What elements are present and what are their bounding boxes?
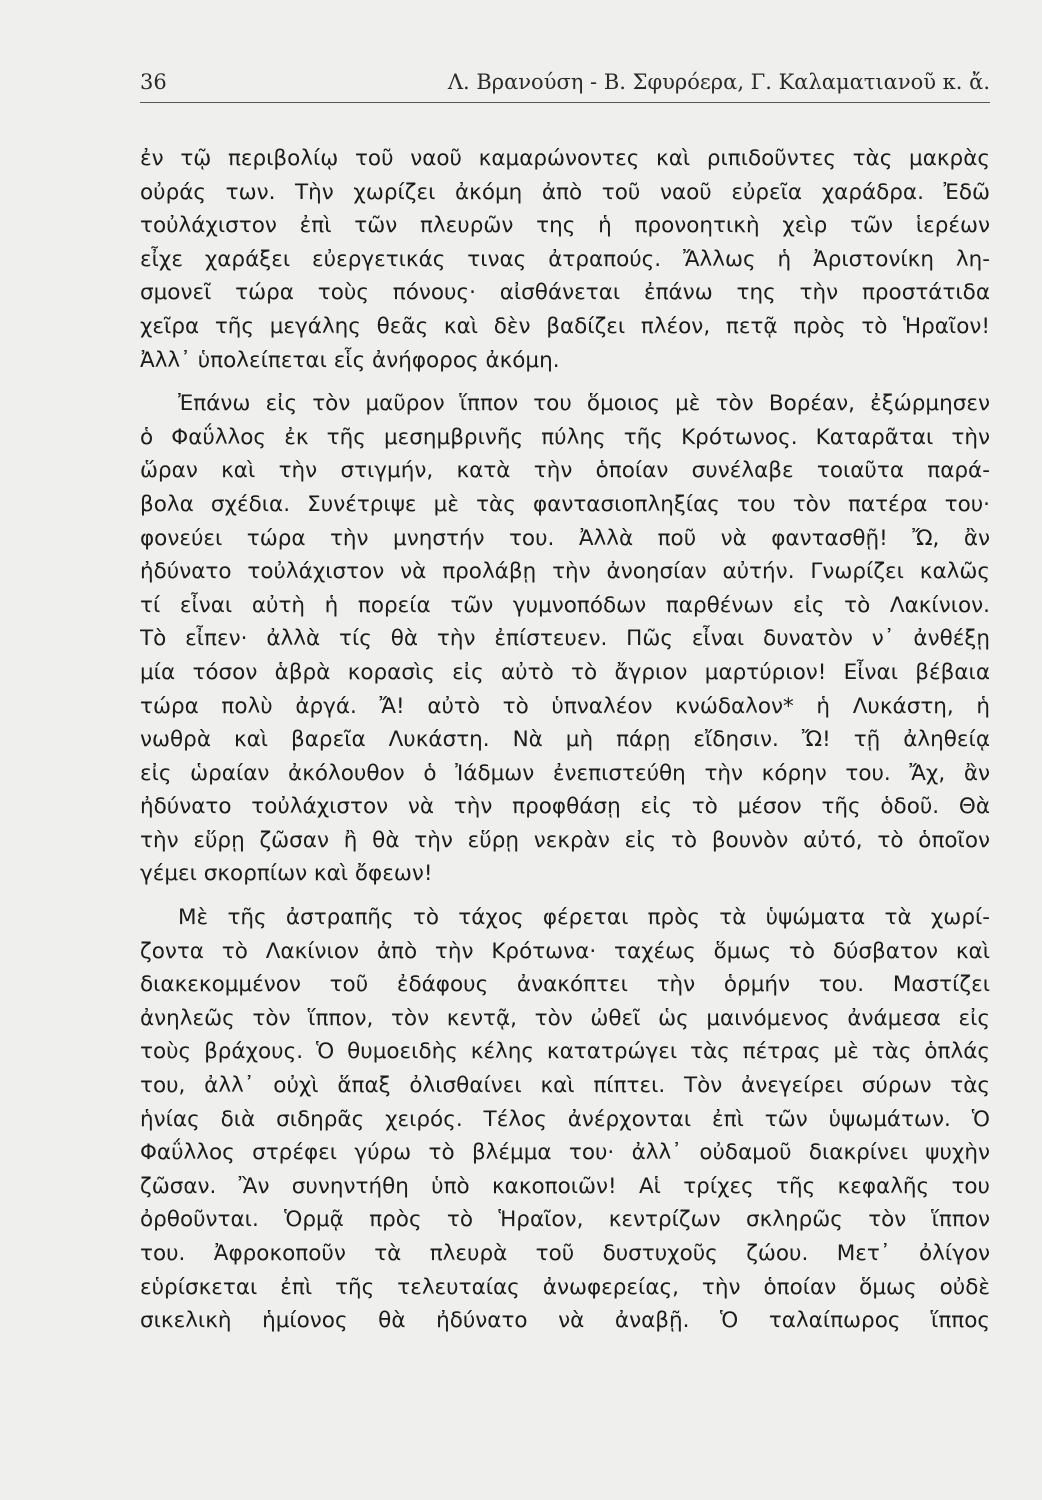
text-line: εὑρίσκεται ἐπὶ τῆς τελευταίας ἀνωφερείας, τὴν ὁποίαν ὅμως οὐδὲ	[140, 1274, 990, 1300]
text-line: Ἀλλ᾽ ὑπολείπεται εἷς ἀνήφορος ἀκόμη.	[140, 347, 560, 373]
text-line: διακεκομμένον τοῦ ἐδάφους ἀνακόπτει τὴν ὁρμήν του. Μαστίζει	[140, 972, 990, 998]
body-text	[140, 142, 990, 1338]
running-header	[140, 70, 990, 100]
paragraph-1	[140, 142, 990, 377]
text-line: εἰς ὡραίαν ἀκόλουθον ὁ Ἰάδμων ἐνεπιστεύθη τὴν κόρην του. Ἄχ, ἂν	[140, 760, 990, 786]
text-line: εἶχε χαράξει εὐεργετικάς τινας ἀτραπούς. Ἄλλως ἡ Ἀριστονίκη λη-	[140, 246, 990, 272]
text-line: σικελικὴ ἡμίονος θὰ ἠδύνατο νὰ ἀναβῇ. Ὁ ταλαίπωρος ἵππος	[140, 1308, 990, 1334]
text-line: τὴν εὕρῃ ζῶσαν ἢ θὰ τὴν εὕρῃ νεκρὰν εἰς τὸ βουνὸν αὐτό, τὸ ὁποῖον	[140, 827, 990, 853]
text-line: Ἐπάνω εἰς τὸν μαῦρον ἵππον του ὅμοιος μὲ τὸν Βορέαν, ἐξώρμησεν	[178, 391, 990, 417]
text-line: τώρα πολὺ ἀργά. Ἄ! αὐτὸ τὸ ὑπναλέον κνώδαλον* ἡ Λυκάστη, ἡ	[140, 693, 990, 719]
text-line: του, ἀλλ᾽ οὐχὶ ἅπαξ ὀλισθαίνει καὶ πίπτει. Τὸν ἀνεγείρει σύρων τὰς	[140, 1073, 990, 1099]
text-line: ἐν τῷ περιβολίῳ τοῦ ναοῦ καμαρώνοντες καὶ ριπιδοῦντες τὰς μακρὰς	[140, 146, 990, 171]
text-line: ἠδύνατο τοὐλάχιστον νὰ προλάβῃ τὴν ἀνοησίαν αὐτήν. Γνωρίζει καλῶς	[140, 559, 990, 585]
text-line: οὐράς των. Τὴν χωρίζει ἀκόμη ἀπὸ τοῦ ναοῦ εὐρεῖα χαράδρα. Ἐδῶ	[140, 179, 990, 205]
text-line: τί εἶναι αὐτὴ ἡ πορεία τῶν γυμνοπόδων παρθένων εἰς τὸ Λακίνιον.	[140, 592, 990, 618]
text-line: ὁ Φαΰλλος ἐκ τῆς μεσημβρινῆς πύλης τῆς Κρότωνος. Καταρᾶται τὴν	[140, 424, 990, 450]
text-line: ὀρθοῦνται. Ὁρμᾷ πρὸς τὸ Ἡραῖον, κεντρίζων σκληρῶς τὸν ἵππον	[140, 1207, 990, 1233]
header-rule	[140, 102, 990, 103]
text-line: βολα σχέδια. Συνέτριψε μὲ τὰς φαντασιοπληξίας του τὸν πατέρα του·	[140, 491, 990, 517]
text-line: Φαΰλλος στρέφει γύρω τὸ βλέμμα του· ἀλλ᾽ οὐδαμοῦ διακρίνει ψυχὴν	[140, 1140, 990, 1166]
text-line: χεῖρα τῆς μεγάλης θεᾶς καὶ δὲν βαδίζει πλέον, πετᾷ πρὸς τὸ Ἡραῖον!	[140, 313, 990, 339]
text-line: ἀνηλεῶς τὸν ἵππον, τὸν κεντᾷ, τὸν ὠθεῖ ὡς μαινόμενος ἀνάμεσα εἰς	[140, 1005, 990, 1031]
text-line: ἠδύνατο τοὐλάχιστον νὰ τὴν προφθάσῃ εἰς τὸ μέσον τῆς ὁδοῦ. Θὰ	[140, 794, 990, 820]
text-line: τοὺς βράχους. Ὁ θυμοειδὴς κέλης κατατρώγει τὰς πέτρας μὲ τὰς ὁπλάς	[140, 1039, 990, 1065]
text-line: γέμει σκορπίων καὶ ὄφεων!	[140, 861, 433, 887]
paragraph-2	[140, 387, 990, 891]
text-line: τοὐλάχιστον ἐπὶ τῶν πλευρῶν της ἡ προνοητικὴ χεὶρ τῶν ἱερέων	[140, 213, 990, 239]
text-line: ἡνίας διὰ σιδηρᾶς χειρός. Τέλος ἀνέρχονται ἐπὶ τῶν ὑψωμάτων. Ὁ	[140, 1106, 990, 1132]
text-line: ζῶσαν. Ἂν συνηντήθη ὑπὸ κακοποιῶν! Αἱ τρίχες τῆς κεφαλῆς του	[140, 1173, 990, 1199]
running-title: Λ. Βρανούση - Β. Σφυρόερα, Γ. Καλαματιανοῦ κ. ἄ.	[447, 70, 990, 94]
text-line: ζοντα τὸ Λακίνιον ἀπὸ τὴν Κρότωνα· ταχέως ὅμως τὸ δύσβατον καὶ	[140, 938, 990, 964]
text-line: φονεύει τώρα τὴν μνηστήν του. Ἀλλὰ ποῦ νὰ φαντασθῇ! Ὤ, ἂν	[140, 525, 990, 551]
text-line: ὥραν καὶ τὴν στιγμήν, κατὰ τὴν ὁποίαν συνέλαβε τοιαῦτα παρά-	[140, 458, 990, 484]
text-line: μία τόσον ἁβρὰ κορασὶς εἰς αὐτὸ τὸ ἄγριον μαρτύριον! Εἶναι βέβαια	[140, 659, 990, 685]
paragraph-3	[140, 901, 990, 1338]
text-line: Μὲ τῆς ἀστραπῆς τὸ τάχος φέρεται πρὸς τὰ ὑψώματα τὰ χωρί-	[178, 905, 990, 931]
page-number: 36	[140, 70, 167, 94]
text-line: Τὸ εἶπεν· ἀλλὰ τίς θὰ τὴν ἐπίστευεν. Πῶς εἶναι δυνατὸν ν᾽ ἀνθέξῃ	[140, 626, 990, 652]
text-line: του. Ἀφροκοποῦν τὰ πλευρὰ τοῦ δυστυχοῦς ζώου. Μετ᾽ ὀλίγον	[140, 1241, 990, 1266]
text-line: σμονεῖ τώρα τοὺς πόνους· αἰσθάνεται ἐπάνω της τὴν προστάτιδα	[140, 280, 990, 306]
text-line: νωθρὰ καὶ βαρεῖα Λυκάστη. Νὰ μὴ πάρῃ εἴδησιν. Ὤ! τῇ ἀληθείᾳ	[140, 727, 990, 753]
